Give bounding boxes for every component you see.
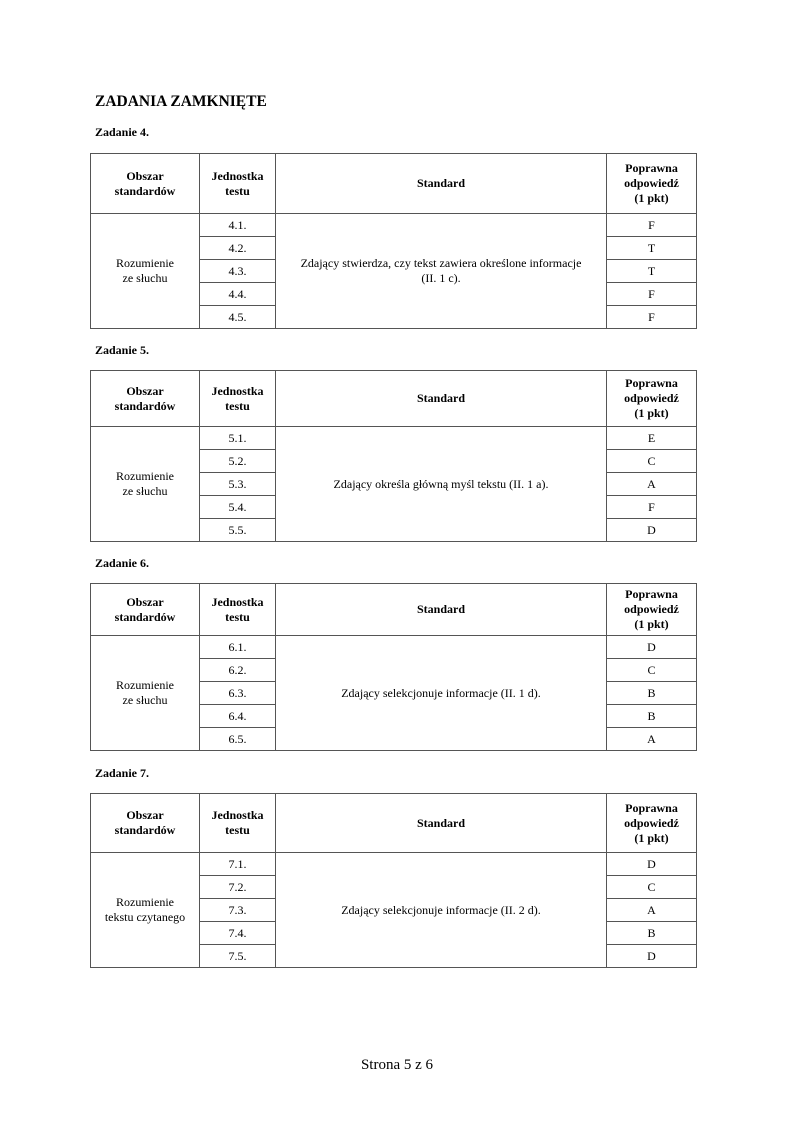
table-row (91, 427, 697, 450)
answer-cell: A (607, 473, 697, 496)
answer-table-task-5 (90, 370, 697, 542)
unit-cell: 5.2. (200, 450, 276, 473)
area-cell: Rozumienie tekstu czytanego (91, 853, 200, 968)
answer-table-task-6 (90, 583, 697, 751)
answer-cell: B (607, 705, 697, 728)
task-title: Zadanie 5. (95, 343, 150, 357)
table-header-row (91, 794, 697, 853)
page-heading: ZADANIA ZAMKNIĘTE (95, 93, 267, 110)
task-title: Zadanie 4. (95, 125, 150, 139)
header-answer: Poprawna odpowiedź (1 pkt) (607, 371, 697, 427)
page-number: Strona 5 z 6 (360, 1057, 434, 1073)
unit-cell: 4.4. (200, 283, 276, 306)
unit-cell: 5.5. (200, 519, 276, 542)
answer-cell: A (607, 899, 697, 922)
area-cell: Rozumienie ze słuchu (91, 427, 200, 542)
unit-cell: 5.3. (200, 473, 276, 496)
unit-cell: 5.1. (200, 427, 276, 450)
unit-cell: 6.4. (200, 705, 276, 728)
header-standard: Standard (276, 154, 607, 214)
unit-cell: 7.3. (200, 899, 276, 922)
answer-cell: C (607, 876, 697, 899)
answer-cell: T (607, 237, 697, 260)
answer-cell: D (607, 853, 697, 876)
standard-cell: Zdający stwierdza, czy tekst zawiera określone informacje (II. 1 c). (276, 214, 607, 329)
header-unit: Jednostka testu (200, 794, 276, 853)
table-row (91, 214, 697, 237)
header-area: Obszar standardów (91, 584, 200, 636)
header-standard: Standard (276, 371, 607, 427)
header-unit: Jednostka testu (200, 154, 276, 214)
unit-cell: 4.3. (200, 260, 276, 283)
answer-cell: C (607, 659, 697, 682)
table-header-row (91, 584, 697, 636)
answer-table-task-4 (90, 153, 697, 329)
standard-cell: Zdający selekcjonuje informacje (II. 2 d). (276, 853, 607, 968)
answer-table-task-7 (90, 793, 697, 968)
answer-cell: A (607, 728, 697, 751)
header-area: Obszar standardów (91, 794, 200, 853)
answer-cell: B (607, 682, 697, 705)
answer-cell: T (607, 260, 697, 283)
table-row (91, 853, 697, 876)
standard-cell: Zdający selekcjonuje informacje (II. 1 d). (276, 636, 607, 751)
header-unit: Jednostka testu (200, 371, 276, 427)
header-answer: Poprawna odpowiedź (1 pkt) (607, 154, 697, 214)
header-standard: Standard (276, 584, 607, 636)
area-cell: Rozumienie ze słuchu (91, 636, 200, 751)
header-answer: Poprawna odpowiedź (1 pkt) (607, 584, 697, 636)
unit-cell: 7.5. (200, 945, 276, 968)
task-title: Zadanie 6. (95, 556, 150, 570)
answer-cell: B (607, 922, 697, 945)
header-unit: Jednostka testu (200, 584, 276, 636)
answer-cell: F (607, 306, 697, 329)
unit-cell: 5.4. (200, 496, 276, 519)
answer-cell: E (607, 427, 697, 450)
answer-cell: F (607, 283, 697, 306)
unit-cell: 6.1. (200, 636, 276, 659)
header-area: Obszar standardów (91, 154, 200, 214)
answer-cell: F (607, 496, 697, 519)
answer-cell: F (607, 214, 697, 237)
unit-cell: 7.2. (200, 876, 276, 899)
unit-cell: 7.1. (200, 853, 276, 876)
task-title: Zadanie 7. (95, 766, 150, 780)
unit-cell: 4.5. (200, 306, 276, 329)
answer-cell: D (607, 636, 697, 659)
answer-cell: D (607, 519, 697, 542)
unit-cell: 4.1. (200, 214, 276, 237)
area-cell: Rozumienie ze słuchu (91, 214, 200, 329)
header-standard: Standard (276, 794, 607, 853)
answer-cell: C (607, 450, 697, 473)
unit-cell: 6.5. (200, 728, 276, 751)
table-header-row (91, 371, 697, 427)
unit-cell: 6.3. (200, 682, 276, 705)
unit-cell: 6.2. (200, 659, 276, 682)
answer-cell: D (607, 945, 697, 968)
header-answer: Poprawna odpowiedź (1 pkt) (607, 794, 697, 853)
table-header-row (91, 154, 697, 214)
table-row (91, 636, 697, 659)
unit-cell: 7.4. (200, 922, 276, 945)
standard-cell: Zdający określa główną myśl tekstu (II. 1 a). (276, 427, 607, 542)
unit-cell: 4.2. (200, 237, 276, 260)
header-area: Obszar standardów (91, 371, 200, 427)
